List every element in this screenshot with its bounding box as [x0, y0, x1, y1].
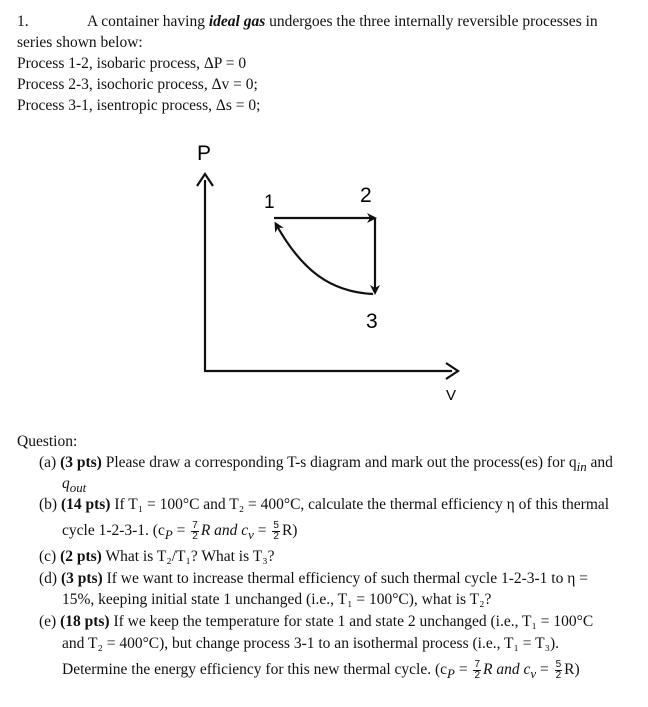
question-a-sub-in: in [576, 459, 587, 475]
question-d-text-1: If we want to increase thermal efficiency of such thermal cycle 1-2-3-1 to η = [106, 570, 588, 587]
question-a-label: (a) [39, 454, 57, 471]
question-d-points: (3 pts) [60, 570, 103, 587]
process-3-1: Process 3-1, isentropic process, Δs = 0; [17, 97, 261, 114]
question-a-sub-out: out [69, 480, 87, 496]
question-a-text-1: Please draw a corresponding T-s diagram and mark out the process(es) for q [105, 454, 577, 471]
question-e-text-3b: R and c [483, 661, 531, 678]
process-curve-3-1 [277, 226, 373, 294]
question-b-eq2: = [253, 522, 271, 539]
question-b-text-2c: R) [281, 522, 298, 539]
axis-label-v: V [446, 387, 457, 404]
question-d-line-1 [39, 570, 588, 588]
axis-label-p: P [197, 142, 212, 165]
problem-number: 1. [17, 13, 29, 30]
state-label-3: 3 [366, 310, 378, 333]
question-b-line-2 [62, 518, 297, 548]
question-e-eq2: = [536, 661, 553, 678]
fraction-cv-e-den: 2 [555, 669, 562, 681]
question-a-and: and [586, 454, 613, 471]
question-c-points: (2 pts) [60, 548, 102, 565]
intro-text-a: A container having [87, 13, 209, 30]
question-b-text-2a: cycle 1-2-3-1. (c [62, 522, 165, 539]
question-e-label: (e) [39, 613, 57, 630]
fraction-cp-b [191, 521, 199, 542]
fraction-cp-e-num: 7 [474, 658, 480, 670]
process-2-3: Process 2-3, isochoric process, Δv = 0; [17, 76, 258, 93]
question-b-text-2b: R and c [200, 522, 249, 539]
fraction-cv-b-num: 5 [273, 519, 279, 531]
question-b-text-1: If T₁ = 100°C and T₂ = 400°C, calculate the thermal efficiency η of this thermal [114, 496, 610, 513]
question-e-text-3a: Determine the energy efficiency for this new thermal cycle. (c [62, 661, 448, 678]
intro-emphasis: ideal gas [208, 13, 266, 30]
question-b-sub-v: v [248, 527, 254, 543]
fraction-cp-e [473, 660, 481, 681]
intro-text-b: undergoes the three internally reversible processes in [265, 13, 598, 30]
state-label-2: 2 [360, 184, 372, 207]
question-heading: Question: [17, 433, 78, 450]
question-a-line-2 [62, 475, 86, 497]
question-c-line [39, 548, 274, 566]
state-label-1: 1 [264, 192, 275, 213]
fraction-cv-e-num: 5 [555, 658, 562, 670]
question-a-line-1 [39, 454, 613, 476]
question-e-text-3c: R) [564, 661, 580, 678]
question-d-label: (d) [39, 570, 58, 587]
question-d-line-2: 15%, keeping initial state 1 unchanged (i.e., T₁ = 100°C), what is T₂? [62, 591, 492, 608]
question-a-points: (3 pts) [60, 454, 102, 471]
question-e-line-2: and T₂ = 400°C), but change process 3-1 to an isothermal process (i.e., T₁ = T₃). [62, 635, 560, 652]
fraction-cv-b-den: 2 [273, 530, 279, 542]
question-c-text: What is T₂/T₁? What is T₃? [105, 548, 275, 565]
fraction-cp-b-den: 2 [192, 530, 198, 542]
question-e-line-1 [39, 613, 593, 631]
question-b-label: (b) [39, 496, 58, 513]
fraction-cp-b-num: 7 [192, 519, 198, 531]
fraction-cv-b [272, 521, 280, 542]
intro-line-2: series shown below: [17, 34, 143, 51]
question-a-text-2: q [62, 475, 70, 492]
question-e-sub-p: P [447, 666, 455, 682]
question-e-line-3 [62, 657, 580, 687]
fraction-cv-e [555, 660, 563, 681]
question-e-text-1: If we keep the temperature for state 1 and state 2 unchanged (i.e., T₁ = 100°C [113, 613, 594, 630]
process-1-2: Process 1-2, isobaric process, ΔP = 0 [17, 55, 247, 72]
question-b-points: (14 pts) [60, 496, 111, 513]
question-e-points: (18 pts) [60, 613, 110, 630]
question-b-sub-p: P [164, 527, 173, 543]
question-b-eq: = [172, 522, 190, 539]
question-e-eq: = [454, 661, 472, 678]
question-c-label: (c) [39, 548, 57, 565]
fraction-cp-e-den: 2 [474, 669, 480, 681]
question-e-sub-v: v [530, 666, 537, 682]
question-b-line-1 [39, 496, 609, 514]
